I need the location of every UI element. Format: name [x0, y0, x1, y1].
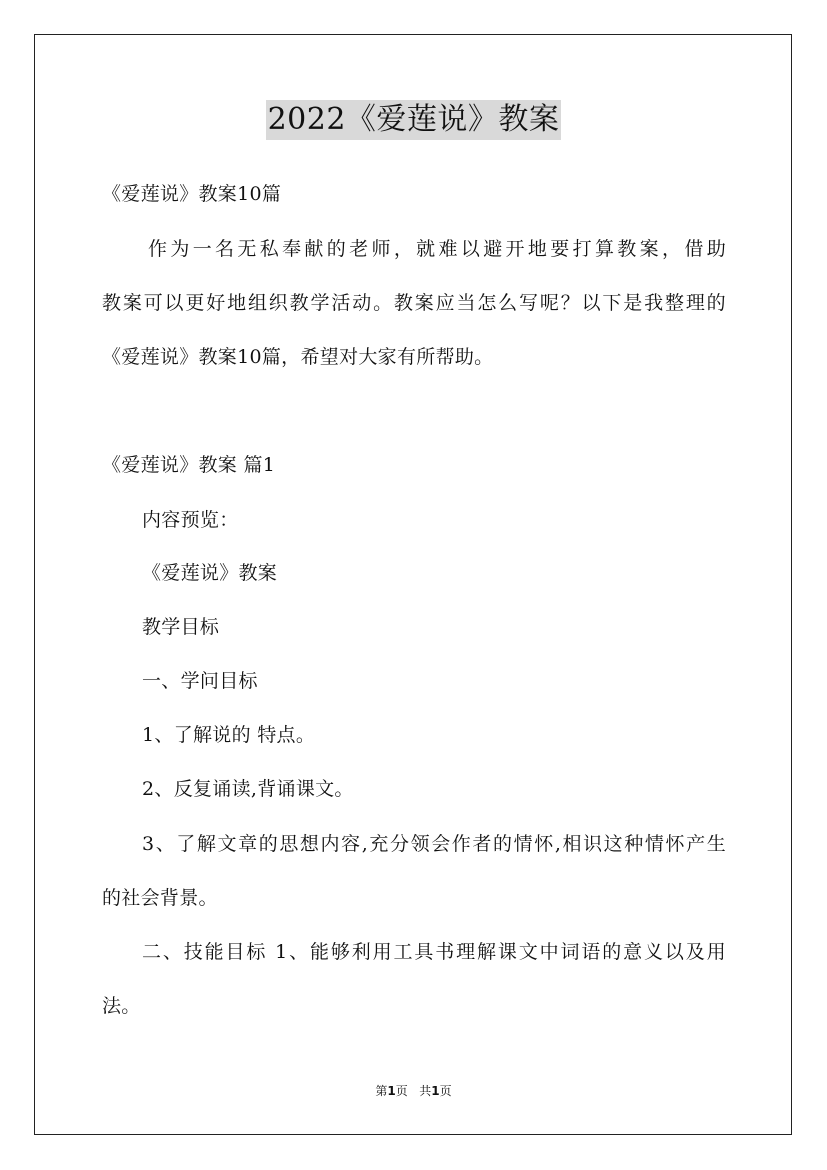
footer-total-suffix: 页 — [439, 1084, 452, 1098]
doc-name: 《爱莲说》教案 — [142, 562, 278, 584]
preview-label: 内容预览： — [142, 509, 239, 531]
footer-page-number: 1 — [387, 1084, 396, 1098]
intro-line-2: 教案可以更好地组织教学活动。教案应当怎么写呢？以下是我整理的 — [102, 292, 726, 314]
skill-goals-line-2: 法。 — [102, 995, 141, 1017]
footer-total-number: 1 — [431, 1084, 440, 1098]
intro-line-1: 作为一名无私奉献的老师，就难以避开地要打算教案，借助 — [148, 238, 726, 260]
footer-page-prefix: 第 — [375, 1084, 388, 1098]
goal-item-3-line-2: 的社会背景。 — [102, 887, 218, 909]
intro-line-3: 《爱莲说》教案10篇，希望对大家有所帮助。 — [102, 346, 494, 368]
footer-total-prefix: 共 — [419, 1084, 432, 1098]
goal-item-1: 1、了解说的 特点。 — [142, 724, 316, 746]
footer-page-suffix: 页 — [395, 1084, 408, 1098]
goal-item-3-line-1: 3、了解文章的思想内容,充分领会作者的情怀,相识这种情怀产生 — [142, 833, 726, 855]
document-title: 2022《爱莲说》教案 — [266, 100, 562, 140]
skill-goals-line-1: 二、技能目标 1、能够利用工具书理解课文中词语的意义以及用 — [142, 941, 726, 963]
goals-heading: 教学目标 — [142, 616, 220, 638]
section-heading: 《爱莲说》教案 篇1 — [102, 454, 276, 476]
page-footer — [0, 1083, 827, 1099]
document-subtitle: 《爱莲说》教案10篇 — [102, 183, 282, 205]
knowledge-goals-heading: 一、学问目标 — [142, 670, 258, 692]
goal-item-2: 2、反复诵读,背诵课文。 — [142, 778, 354, 800]
title-wrapper — [0, 100, 827, 140]
